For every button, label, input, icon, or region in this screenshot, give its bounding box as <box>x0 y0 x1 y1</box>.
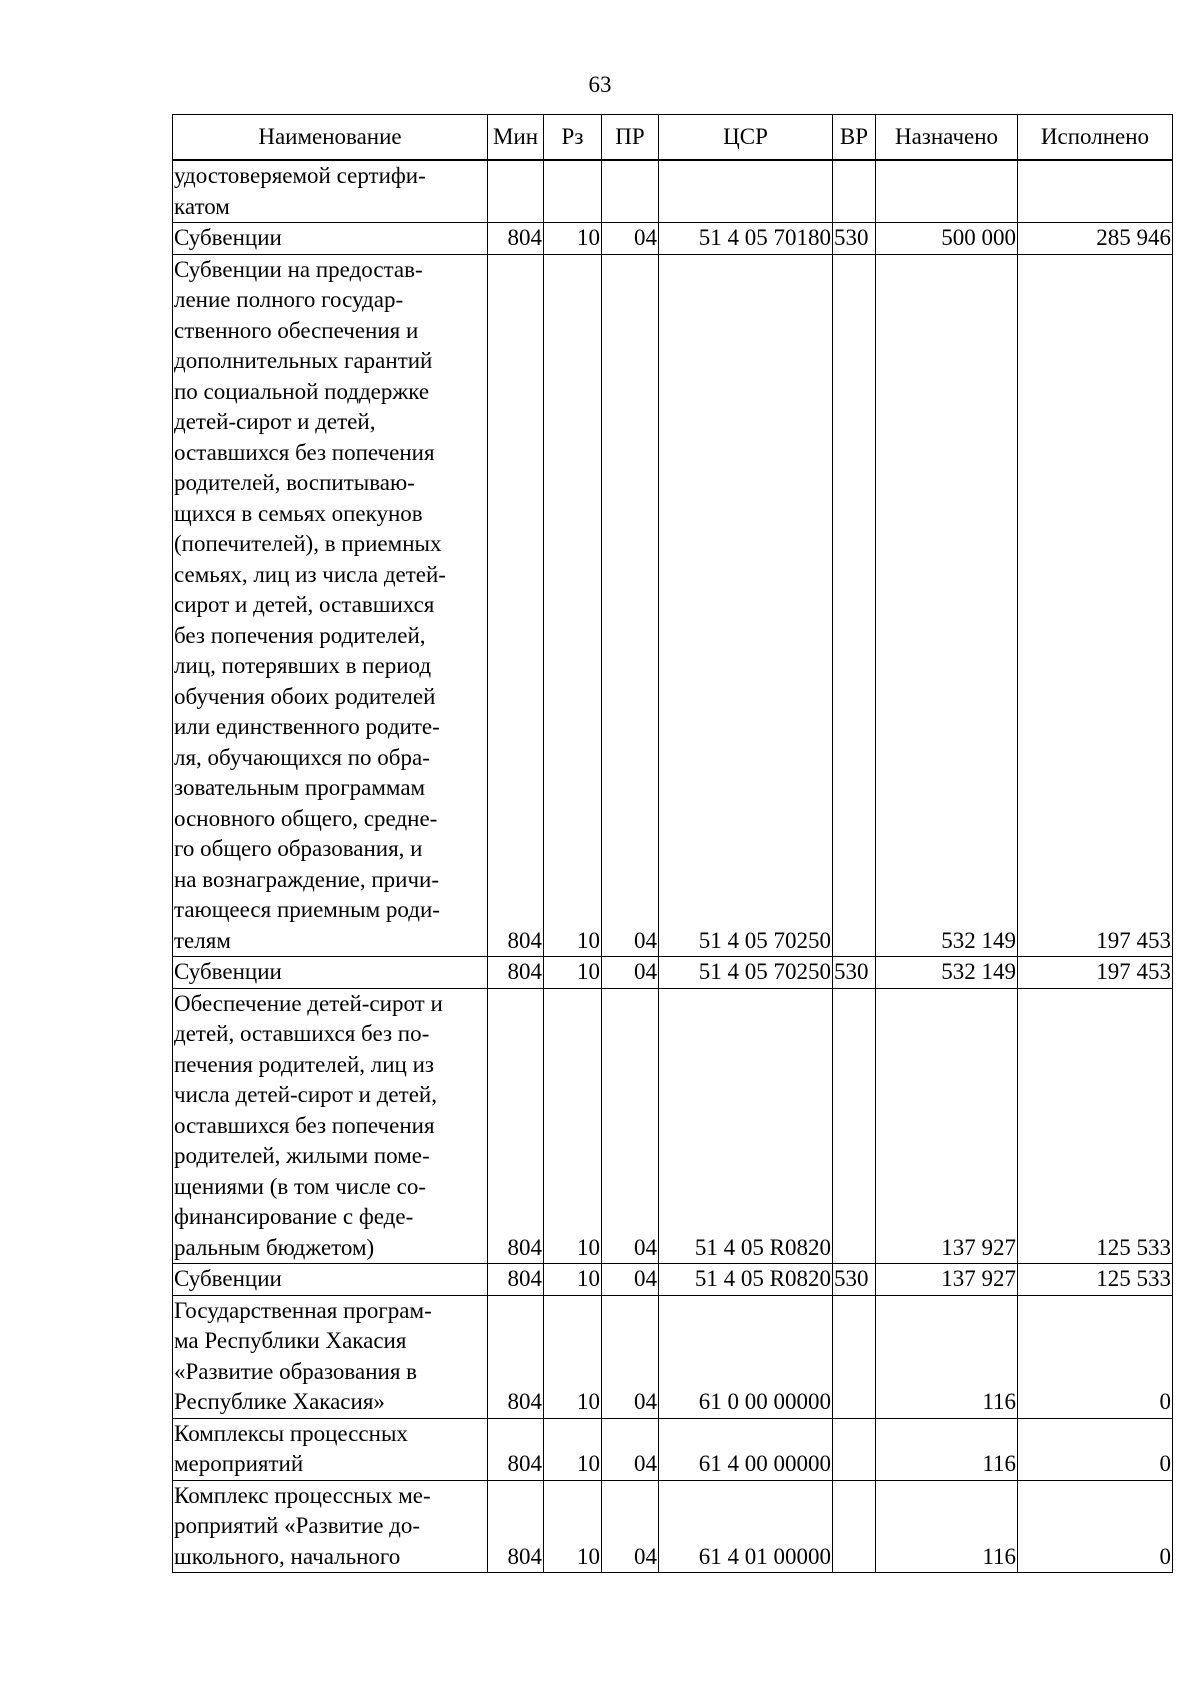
column-header-executed: Исполнено <box>1018 115 1173 161</box>
table-row <box>173 1264 1173 1296</box>
row-vr <box>833 1480 876 1573</box>
row-pr: 04 <box>602 1264 659 1296</box>
row-csr: 51 4 05 R0820 <box>659 988 833 1264</box>
row-assigned: 116 <box>876 1418 1018 1480</box>
row-name: Комплексы процессных мероприятий <box>173 1418 488 1480</box>
table-row <box>173 988 1173 1264</box>
row-assigned: 532 149 <box>876 254 1018 957</box>
row-csr: 51 4 05 70250 <box>659 957 833 989</box>
table-row <box>173 1295 1173 1418</box>
row-csr: 61 4 01 00000 <box>659 1480 833 1573</box>
row-csr <box>659 160 833 223</box>
row-vr: 530 <box>833 223 876 255</box>
row-executed: 0 <box>1018 1295 1173 1418</box>
row-pr: 04 <box>602 1480 659 1573</box>
row-min: 804 <box>488 223 544 255</box>
row-name: Государственная програм- ма Республики Хакасия «Развитие образования в Республике Хакасия» <box>173 1295 488 1418</box>
row-min: 804 <box>488 988 544 1264</box>
row-rz: 10 <box>544 223 602 255</box>
row-executed <box>1018 160 1173 223</box>
column-header-name: Наименование <box>173 115 488 161</box>
row-pr <box>602 160 659 223</box>
table-row <box>173 957 1173 989</box>
row-executed: 285 946 <box>1018 223 1173 255</box>
row-csr: 51 4 05 70250 <box>659 254 833 957</box>
row-rz: 10 <box>544 1418 602 1480</box>
row-assigned: 500 000 <box>876 223 1018 255</box>
row-csr: 51 4 05 70180 <box>659 223 833 255</box>
row-csr: 51 4 05 R0820 <box>659 1264 833 1296</box>
column-header-rz: Рз <box>544 115 602 161</box>
table-row <box>173 1480 1173 1573</box>
row-executed: 197 453 <box>1018 957 1173 989</box>
row-name: Обеспечение детей-сирот и детей, оставшихся без по- печения родителей, лиц из числа детей-сирот и детей, оставшихся без попечения родителей, жилыми поме- щениями (в том числе со- финансирование с феде- ральным бюджетом) <box>173 988 488 1264</box>
row-name: Комплекс процессных ме- роприятий «Развитие до- школьного, начального <box>173 1480 488 1573</box>
row-min: 804 <box>488 254 544 957</box>
table-header-row <box>173 115 1173 161</box>
row-pr: 04 <box>602 1418 659 1480</box>
row-min: 804 <box>488 1418 544 1480</box>
row-name: Субвенции на предостав- ление полного государ- ственного обеспечения и дополнительных гарантий по социальной поддержке детей-сирот и детей, оставшихся без попечения родителей, воспитываю- щихся в семьях опекунов (попечителей), в приемных семьях, лиц из числа детей- сирот и детей, оставшихся без попечения родителей, лиц, потерявших в период обучения обоих родителей или единственного родите- ля, обучающихся по обра- зовательным программам основного общего, средне- го общего образования, и на вознаграждение, причи- тающееся приемным роди- телям <box>173 254 488 957</box>
row-assigned: 137 927 <box>876 988 1018 1264</box>
column-header-pr: ПР <box>602 115 659 161</box>
row-executed: 125 533 <box>1018 1264 1173 1296</box>
row-pr: 04 <box>602 957 659 989</box>
table-row <box>173 160 1173 223</box>
row-vr: 530 <box>833 1264 876 1296</box>
row-name: удостоверяемой сертифи- катом <box>173 160 488 223</box>
row-rz: 10 <box>544 1480 602 1573</box>
row-vr <box>833 1418 876 1480</box>
row-pr: 04 <box>602 254 659 957</box>
row-pr: 04 <box>602 223 659 255</box>
column-header-min: Мин <box>488 115 544 161</box>
row-vr <box>833 988 876 1264</box>
table-row <box>173 254 1173 957</box>
row-vr: 530 <box>833 957 876 989</box>
row-assigned <box>876 160 1018 223</box>
row-vr <box>833 254 876 957</box>
row-rz: 10 <box>544 1264 602 1296</box>
page-number: 63 <box>588 72 612 97</box>
row-csr: 61 0 00 00000 <box>659 1295 833 1418</box>
row-min: 804 <box>488 957 544 989</box>
row-vr <box>833 160 876 223</box>
row-assigned: 137 927 <box>876 1264 1018 1296</box>
row-assigned: 116 <box>876 1480 1018 1573</box>
row-assigned: 116 <box>876 1295 1018 1418</box>
row-min <box>488 160 544 223</box>
row-executed: 125 533 <box>1018 988 1173 1264</box>
row-min: 804 <box>488 1480 544 1573</box>
row-assigned: 532 149 <box>876 957 1018 989</box>
row-vr <box>833 1295 876 1418</box>
row-name: Субвенции <box>173 223 488 255</box>
row-name: Субвенции <box>173 957 488 989</box>
row-rz: 10 <box>544 254 602 957</box>
column-header-vr: ВР <box>833 115 876 161</box>
row-rz <box>544 160 602 223</box>
row-executed: 0 <box>1018 1418 1173 1480</box>
row-min: 804 <box>488 1264 544 1296</box>
table-row <box>173 223 1173 255</box>
column-header-assigned: Назначено <box>876 115 1018 161</box>
row-executed: 197 453 <box>1018 254 1173 957</box>
row-min: 804 <box>488 1295 544 1418</box>
row-rz: 10 <box>544 988 602 1264</box>
row-pr: 04 <box>602 1295 659 1418</box>
row-csr: 61 4 00 00000 <box>659 1418 833 1480</box>
row-name: Субвенции <box>173 1264 488 1296</box>
column-header-csr: ЦСР <box>659 115 833 161</box>
row-executed: 0 <box>1018 1480 1173 1573</box>
table-row <box>173 1418 1173 1480</box>
row-rz: 10 <box>544 1295 602 1418</box>
row-pr: 04 <box>602 988 659 1264</box>
budget-table <box>172 114 1173 1573</box>
row-rz: 10 <box>544 957 602 989</box>
